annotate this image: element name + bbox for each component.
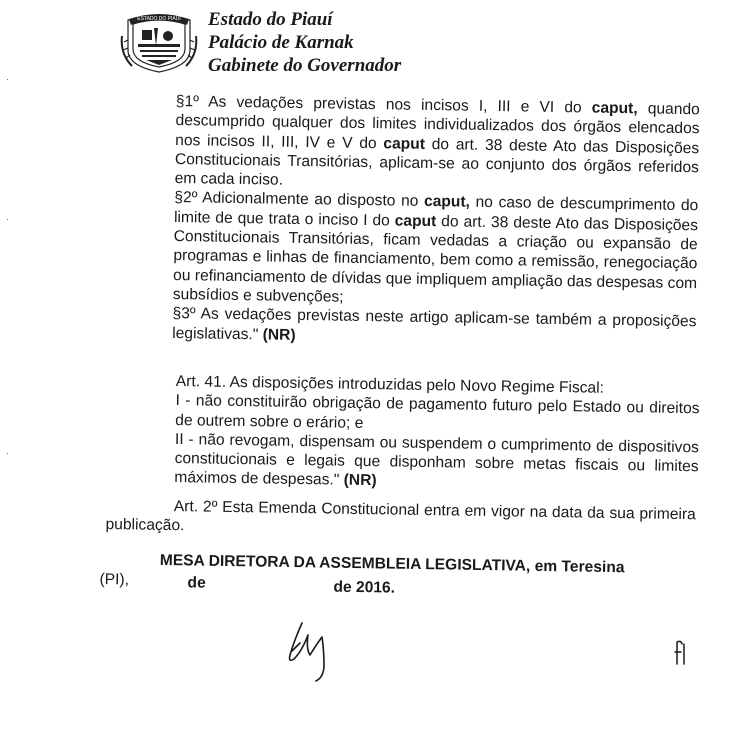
text: II - não revogam, dispensam ou suspendem o cumprimento de dispositivos constitucionais e legais que disponham sobre metas fiscais ou limites máximos de despesas."	[174, 430, 700, 490]
crest-text: ESTADO DO PIAUÍ	[137, 16, 181, 22]
text: do art. 38 deste Ato das Disposições Constitucionais Transitórias, ficam vedadas a criação ou expansão de programas e linhas de financiamento, bem como a remissão, renegociação ou refinanciamento de dívidas que impliquem ampliação das despesas com subsídios e subvenções;	[172, 212, 699, 306]
article-41	[174, 372, 700, 496]
art41-heading: Art. 41. As disposições introduzidas pelo Novo Regime Fiscal:	[175, 372, 605, 397]
place-text: (PI),	[99, 570, 130, 589]
state-crest-icon	[118, 6, 200, 76]
article-paragraphs	[172, 92, 700, 351]
initials-mark	[672, 638, 690, 668]
paragraph-3	[172, 304, 697, 351]
caput-term: caput	[383, 134, 426, 153]
margin-mark: ·	[6, 448, 9, 458]
text: do art. 38 deste Ato das Disposições Constitucionais Transitórias, aplicam-se ao conjunto dos órgãos referidos em cada inciso.	[174, 135, 700, 189]
header-palace: Palácio de Karnak	[208, 32, 354, 53]
text: no caso de descumprimento do limite de que trata o inciso I do	[173, 194, 699, 230]
signature-block	[99, 550, 700, 599]
header-office: Gabinete do Governador	[208, 55, 402, 76]
nr-marker: (NR)	[343, 472, 377, 490]
nr-marker: (NR)	[262, 325, 296, 344]
paragraph-2	[173, 188, 699, 312]
handwritten-signature	[280, 615, 350, 685]
date-year: de 2016.	[333, 578, 396, 597]
caput-term: caput,	[423, 193, 471, 212]
text: §3º As vedações previstas neste artigo aplicam-se também a proposições legislativas."	[172, 305, 697, 343]
board-line: MESA DIRETORA DA ASSEMBLEIA LEGISLATIVA, em Teresina	[159, 551, 625, 577]
text: quando descumprido qualquer dos limites individualizados dos órgãos elencados nos incisos II, III, IV e V do	[175, 100, 700, 152]
art41-item-i: I - não constituirão obrigação de pagamento futuro pelo Estado ou direitos de outrem sobre o erário; e	[175, 392, 700, 432]
article-2	[105, 496, 696, 544]
caput-term: caput,	[591, 99, 638, 118]
art41-item-ii	[174, 430, 699, 496]
header-state: Estado do Piauí	[208, 9, 333, 30]
caput-term: caput	[394, 212, 437, 230]
letterhead	[208, 8, 401, 77]
art2-text: Art. 2º Esta Emenda Constitucional entra em vigor na data da sua primeira publicação.	[105, 498, 696, 535]
paragraph-1	[174, 92, 699, 197]
margin-mark: ·	[6, 74, 9, 84]
text: §1º As vedações previstas nos incisos I, III e VI do	[175, 92, 592, 117]
date-de: de	[187, 574, 206, 592]
margin-mark: ·	[6, 214, 9, 224]
text: §2º Adicionalmente ao disposto no	[174, 189, 425, 211]
